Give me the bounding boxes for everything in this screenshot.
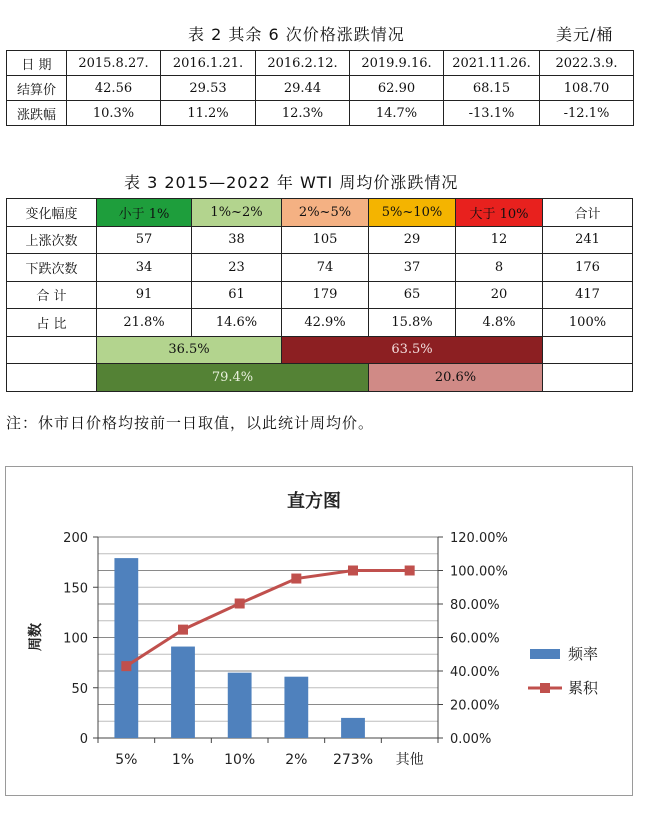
right-axis-tick-label: 20.00%	[450, 698, 500, 714]
table3-header-row	[7, 199, 633, 227]
table3-cell: 61	[192, 281, 282, 309]
table2-cell: 12.3%	[256, 101, 350, 126]
line-point-累积	[121, 661, 131, 671]
table2-cell: 29.53	[161, 76, 256, 101]
table3-cell: 34	[97, 254, 192, 282]
table3-header-cell: 合计	[543, 199, 633, 227]
table3-row-down	[7, 254, 633, 282]
left-axis-tick-label: 100	[63, 631, 88, 647]
table3	[6, 198, 633, 392]
table3-merged-row-2	[7, 364, 633, 392]
table2-header-cell: 2022.3.9.	[540, 51, 634, 76]
table2-header-cell: 2015.8.27.	[67, 51, 161, 76]
table3-cell: 176	[543, 254, 633, 282]
bar-频率	[284, 677, 308, 738]
x-axis-tick-label: 2%	[285, 752, 308, 768]
table2-header-cell: 2016.2.12.	[256, 51, 350, 76]
x-axis-tick-label: 10%	[224, 752, 256, 768]
table3-cell: 241	[543, 226, 633, 254]
table3-cell: 15.8%	[369, 309, 456, 337]
table3-merged-cell: 79.4%	[97, 364, 369, 392]
table2-cell: -12.1%	[540, 101, 634, 126]
histogram-chart	[6, 467, 632, 795]
table3-cell: 105	[282, 226, 369, 254]
line-point-累积	[405, 566, 415, 576]
table3-cell: 合 计	[7, 281, 97, 309]
table2-header-cell: 2016.1.21.	[161, 51, 256, 76]
left-axis-tick-label: 200	[63, 531, 88, 546]
table3-cell: 42.9%	[282, 309, 369, 337]
table3-cell: 37	[369, 254, 456, 282]
table2-cell: 结算价	[7, 76, 67, 101]
x-axis-tick-label: 273%	[332, 752, 374, 768]
bar-频率	[171, 647, 195, 738]
table2-cell: 涨跌幅	[7, 101, 67, 126]
line-point-累积	[178, 625, 188, 635]
table3-cell: 下跌次数	[7, 254, 97, 282]
legend-label: 频率	[568, 645, 599, 663]
table3-cell: 占 比	[7, 309, 97, 337]
table-note: 注：休市日价格均按前一日取值，以此统计周均价。	[6, 414, 375, 432]
table3-cell: 57	[97, 226, 192, 254]
table3-merged-row-1	[7, 336, 633, 364]
table3-row-total	[7, 281, 633, 309]
table2-title: 表 2 其余 6 次价格涨跌情况	[188, 25, 405, 44]
table3-cell: 12	[456, 226, 543, 254]
right-axis-tick-label: 80.00%	[450, 598, 500, 613]
left-axis-tick-label: 150	[63, 581, 88, 597]
table3-cell: 上涨次数	[7, 226, 97, 254]
table3-header-cell: 1%~2%	[192, 199, 282, 227]
table2-cell: 11.2%	[161, 101, 256, 126]
table2-header-cell: 日 期	[7, 51, 67, 76]
x-axis-tick-label: 其他	[395, 752, 424, 768]
table3-cell: 417	[543, 281, 633, 309]
table2-header-cell: 2021.11.26.	[444, 51, 540, 76]
bar-频率	[114, 558, 138, 738]
table3-header-cell: 小于 1%	[97, 199, 192, 227]
table2-cell: 29.44	[256, 76, 350, 101]
line-point-累积	[235, 598, 245, 608]
y-axis-label: 周数	[28, 623, 44, 651]
right-axis-tick-label: 100.00%	[450, 564, 508, 580]
table3-merged-cell	[543, 336, 633, 364]
table3-cell: 65	[369, 281, 456, 309]
table3-cell: 29	[369, 226, 456, 254]
histogram-chart-frame	[5, 466, 633, 796]
table3-merged-cell: 20.6%	[369, 364, 543, 392]
table2-header-row	[7, 51, 634, 76]
table2-header-cell: 2019.9.16.	[350, 51, 444, 76]
legend-label: 累积	[568, 679, 599, 697]
legend-swatch-bar	[530, 649, 560, 659]
table3-header-cell: 2%~5%	[282, 199, 369, 227]
table3-merged-cell: 63.5%	[282, 336, 543, 364]
x-axis-tick-label: 1%	[171, 752, 195, 768]
line-point-累积	[348, 566, 358, 576]
table3-cell: 74	[282, 254, 369, 282]
table3-cell: 38	[192, 226, 282, 254]
table3-row-share	[7, 309, 633, 337]
table3-row-up	[7, 226, 633, 254]
line-累积	[126, 571, 409, 667]
table2	[6, 50, 634, 126]
table3-cell: 8	[456, 254, 543, 282]
table3-header-cell: 变化幅度	[7, 199, 97, 227]
table2-cell: 42.56	[67, 76, 161, 101]
table3-merged-cell	[7, 336, 97, 364]
right-axis-tick-label: 0.00%	[450, 732, 492, 747]
table3-cell: 14.6%	[192, 309, 282, 337]
bar-频率	[228, 673, 252, 738]
table2-unit: 美元/桶	[556, 25, 614, 44]
left-axis-tick-label: 50	[71, 681, 88, 697]
table3-merged-cell	[543, 364, 633, 392]
table2-cell: 108.70	[540, 76, 634, 101]
table3-cell: 21.8%	[97, 309, 192, 337]
table3-header-cell: 大于 10%	[456, 199, 543, 227]
table3-merged-cell	[7, 364, 97, 392]
left-axis-tick-label: 0	[79, 732, 88, 747]
table2-cell: 10.3%	[67, 101, 161, 126]
table3-merged-cell: 36.5%	[97, 336, 282, 364]
table2-row-change	[7, 101, 634, 126]
x-axis-tick-label: 5%	[115, 752, 138, 768]
right-axis-tick-label: 120.00%	[450, 531, 508, 546]
table2-cell: 14.7%	[350, 101, 444, 126]
table3-cell: 100%	[543, 309, 633, 337]
bar-频率	[341, 718, 365, 738]
table3-cell: 91	[97, 281, 192, 309]
table3-cell: 23	[192, 254, 282, 282]
table2-row-price	[7, 76, 634, 101]
legend-swatch-marker	[540, 683, 550, 693]
line-point-累积	[291, 574, 301, 584]
table3-header-cell: 5%~10%	[369, 199, 456, 227]
table2-cell: -13.1%	[444, 101, 540, 126]
right-axis-tick-label: 40.00%	[450, 665, 500, 680]
table3-cell: 4.8%	[456, 309, 543, 337]
table3-title: 表 3 2015—2022 年 WTI 周均价涨跌情况	[124, 173, 459, 192]
right-axis-tick-label: 60.00%	[450, 631, 500, 647]
table3-cell: 20	[456, 281, 543, 309]
table2-cell: 62.90	[350, 76, 444, 101]
table3-cell: 179	[282, 281, 369, 309]
table2-cell: 68.15	[444, 76, 540, 101]
chart-title: 直方图	[287, 491, 341, 512]
